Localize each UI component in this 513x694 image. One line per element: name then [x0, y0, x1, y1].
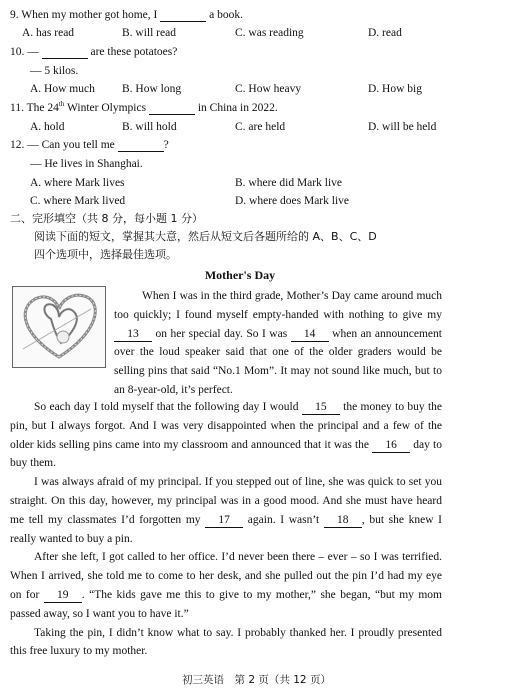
page-footer: 初三英语 第 2 页（共 12 页） [182, 674, 331, 686]
question-12 [10, 138, 169, 152]
blank-18[interactable]: 18 [324, 514, 362, 528]
question-10 [10, 45, 177, 59]
section-instruction: 阅读下面的短文，掌握其大意，然后从短文后各题所给的 A、B、C、D [34, 230, 377, 243]
option-b[interactable]: B. will hold [122, 121, 177, 133]
passage-body [10, 287, 442, 400]
question-text: — Can you tell me [27, 139, 115, 151]
paragraph-text: After she left, I got called to her office. I’d never been there – ever – so I was terrified. When I arrived, she told me to come to her desk, and she pulled out the pin I’d had my eye on for [10, 551, 442, 601]
option-a[interactable]: A. has read [22, 27, 75, 39]
option-a[interactable]: A. How much [30, 83, 95, 95]
question-text: — [27, 46, 39, 58]
paragraph-text: . “The kids gave me this to give to my mother,” she began, “but my mom passed away, so I want you to have it.” [10, 588, 442, 620]
option-c[interactable]: C. How heavy [235, 83, 302, 95]
blank-14[interactable]: 14 [291, 328, 329, 342]
option-c[interactable]: C. was reading [235, 27, 304, 39]
question-text: When my mother got home, I [21, 9, 158, 21]
answer-line: — He lives in Shanghai. [30, 158, 143, 170]
blank-16[interactable]: 16 [372, 439, 410, 453]
question-text: are these potatoes? [90, 46, 178, 58]
blank-17[interactable]: 17 [205, 514, 243, 528]
answer-blank[interactable] [149, 102, 195, 115]
question-text: Winter Olympics [64, 102, 147, 114]
option-d[interactable]: D. where does Mark live [235, 195, 350, 207]
question-11 [10, 101, 278, 115]
question-number: 10. [10, 46, 25, 58]
paragraph-5: Taking the pin, I didn’t know what to say. I probably thanked her. I proudly presented this free luxury to my mother. [10, 626, 442, 658]
passage-title: Mother's Day [204, 268, 276, 282]
answer-blank[interactable] [160, 9, 206, 22]
paragraph-text: on her special day. So I was [152, 327, 291, 340]
option-c[interactable]: C. where Mark lived [30, 195, 126, 207]
paragraph-text: I was always afraid of my principal. If you stepped out of line, she was quick to set you straight. On this day, however, my principal was in a good mood. And she must have heard me tell my classmates I’d forgotten my [10, 476, 442, 526]
paragraph-text: when an announcement over the loud speaker said that one of the older graders would be selling pins that said “No.1 Mom”. It may not sound like much, but to an 8-year-old, it’s perfect. [114, 327, 442, 396]
superscript: th [58, 100, 65, 109]
paragraph-text: again. I wasn’t [243, 513, 324, 526]
question-9 [10, 8, 243, 22]
answer-blank[interactable] [42, 46, 88, 59]
question-text: a book. [209, 9, 243, 21]
paragraph-3 [10, 473, 442, 548]
section-heading: 二、完形填空（共 8 分，每小题 1 分） [10, 212, 203, 225]
option-b[interactable]: B. where did Mark live [235, 177, 342, 189]
option-b[interactable]: B. How long [122, 83, 182, 95]
answer-blank[interactable] [118, 139, 164, 152]
paragraph-text: When I was in the third grade, Mother’s Day came around much too quickly; I found myself empty-handed with nothing to give my [114, 290, 442, 321]
option-c[interactable]: C. are held [235, 121, 286, 133]
option-d[interactable]: D. will be held [368, 121, 437, 133]
question-text: in China in 2022. [197, 102, 278, 114]
blank-19[interactable]: 19 [44, 589, 82, 603]
option-b[interactable]: B. will read [122, 27, 176, 39]
question-number: 11. [10, 102, 24, 114]
blank-13[interactable]: 13 [114, 328, 152, 342]
paragraph-text: , but she knew I really wanted to buy a pin. [10, 513, 443, 545]
paragraph-4 [10, 548, 442, 623]
option-d[interactable]: D. read [368, 27, 402, 39]
paragraph-2 [10, 398, 442, 473]
question-text: ? [163, 139, 169, 151]
option-a[interactable]: A. where Mark lives [30, 177, 125, 189]
blank-15[interactable]: 15 [302, 401, 340, 415]
option-d[interactable]: D. How big [368, 83, 422, 95]
paragraph-1 [10, 287, 442, 400]
passage-body-cont [10, 398, 442, 661]
question-number: 9. [10, 9, 19, 21]
option-a[interactable]: A. hold [30, 121, 65, 133]
answer-line: — 5 kilos. [30, 65, 79, 77]
paragraph-text: the money to buy the pin, but I always forgot. And I was very disappointed when the principal and a few of the older kids selling pins came into my classroom and announced that it was the [10, 401, 443, 451]
paragraph-text: day to buy them. [10, 438, 442, 470]
question-text: The 24 [26, 102, 59, 114]
paragraph-text: So each day I told myself that the following day I would [34, 401, 302, 413]
question-number: 12. [10, 139, 25, 151]
section-instruction: 四个选项中，选择最佳选项。 [34, 248, 177, 261]
